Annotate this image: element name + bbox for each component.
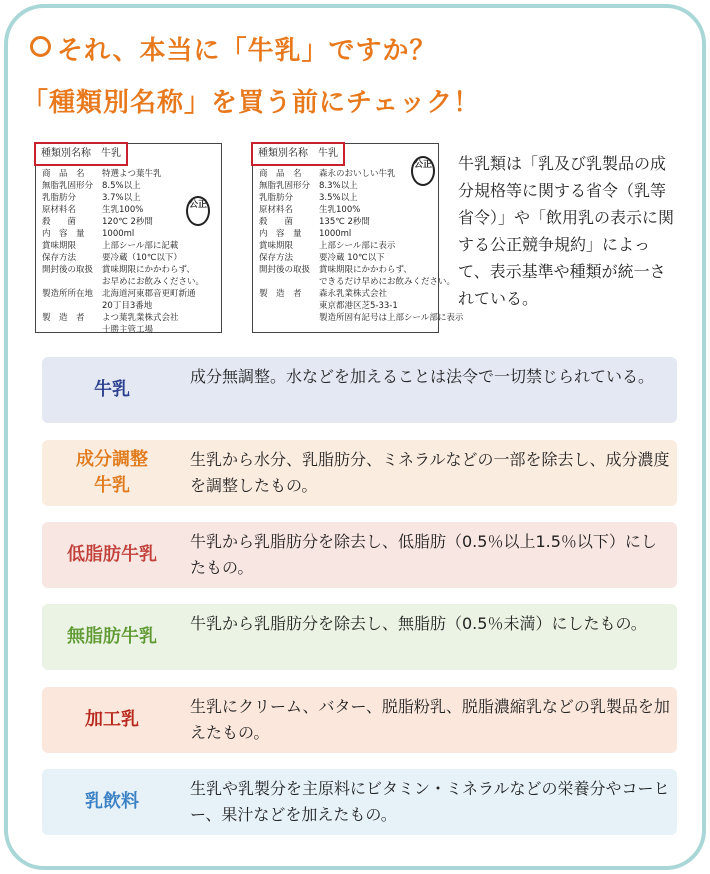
- milk-label-example-right: [252, 143, 464, 333]
- description-text: 牛乳類は「乳及び乳製品の成分規格等に関する省令（乳等省令）」や「飲用乳の表示に関する公正競争規約」によって、表示基準や種類が統一されている。: [458, 154, 675, 308]
- category-description: 牛乳から乳脂肪分を除去し、無脂肪（0.5％未満）にしたもの。: [190, 614, 647, 633]
- category-description: 成分無調整。水などを加えることは法令で一切禁じられている。: [190, 367, 655, 386]
- fair-trade-seal-icon: 公正: [411, 156, 435, 186]
- title-line-1: それ、本当に「牛乳」ですか？: [57, 36, 437, 66]
- label-type-highlight: 種類別名称 牛乳: [251, 142, 345, 166]
- label-row-value: 135℃ 2秒間: [319, 217, 370, 227]
- label-row-key: 殺 菌: [42, 217, 77, 227]
- label-row-value: 要冷蔵 10℃以下: [319, 253, 385, 263]
- label-row-value: 要冷蔵（10℃以下）: [102, 253, 182, 263]
- category-row: [42, 604, 677, 670]
- label-row-key: 乳脂肪分: [259, 193, 294, 203]
- label-row: [259, 180, 434, 192]
- category-name-lines: 成分調整 牛乳: [76, 449, 148, 496]
- category-name: 低脂肪牛乳: [67, 544, 157, 565]
- label-row-value: 賞味期限にかかわらず、: [319, 265, 412, 275]
- category-row: [42, 769, 677, 835]
- category-row: [42, 357, 677, 423]
- milk-label-example-left: [35, 143, 222, 333]
- label-row-key: 製 造 者: [259, 289, 302, 299]
- label-row: [42, 252, 217, 264]
- label-row-value: 賞味期限にかかわらず、: [102, 265, 195, 275]
- label-row: [42, 180, 217, 192]
- label-row: [259, 216, 434, 228]
- page-title: [30, 30, 437, 67]
- label-row: [259, 192, 434, 204]
- category-row: [42, 522, 677, 588]
- label-row: [259, 288, 434, 300]
- label-row: [259, 168, 434, 180]
- label-row-key: 製 造 者: [42, 313, 85, 323]
- label-row-key: 殺 菌: [259, 217, 294, 227]
- label-row-key: 製造所所在地: [42, 289, 94, 299]
- category-name: 無脂肪牛乳: [67, 626, 157, 647]
- circle-bullet-icon: [30, 36, 51, 57]
- category-description: 生乳から水分、乳脂肪分、ミネラルなどの一部を除去し、成分濃度を調整したもの。: [190, 450, 670, 495]
- label-row-key: 賞味期限: [42, 241, 77, 251]
- label-rows: [42, 168, 217, 336]
- label-row-value: 森永乳業株式会社: [319, 289, 388, 299]
- label-row-value: 十勝主管工場: [102, 325, 154, 335]
- label-row: [259, 300, 434, 312]
- label-row-value: 20丁目3番地: [102, 301, 153, 311]
- label-row-value: 生乳100%: [319, 205, 361, 215]
- label-row: [42, 240, 217, 252]
- label-row: [259, 228, 434, 240]
- label-row-key: 内 容 量: [259, 229, 302, 239]
- category-row: [42, 687, 677, 753]
- label-row-key: 原材料名: [259, 205, 294, 215]
- label-row: [42, 300, 217, 312]
- label-row: [42, 168, 217, 180]
- label-row: [259, 276, 456, 288]
- label-row-key: 商 品 名: [42, 169, 85, 179]
- label-rows: [259, 168, 464, 324]
- label-row-key: 原材料名: [42, 205, 77, 215]
- category-row: [42, 440, 677, 506]
- label-row-value: 製造所固有記号は上部シール部に表示: [319, 313, 464, 323]
- label-row-value: 120℃ 2秒間: [102, 217, 153, 227]
- label-row-value: 東京都港区芝5-33-1: [319, 301, 398, 311]
- fair-trade-seal-icon: 公正: [186, 196, 210, 226]
- label-row: [259, 264, 434, 276]
- label-row-value: 3.7%以上: [102, 193, 141, 203]
- category-description: 牛乳から乳脂肪分を除去し、低脂肪（0.5％以上1.5％以下）にしたもの。: [190, 532, 657, 577]
- page-subtitle: 「種類別名称」を買う前にチェック！: [22, 88, 481, 118]
- label-row-key: 商 品 名: [259, 169, 302, 179]
- label-row-value: 上部シール部に記載: [102, 241, 179, 251]
- label-row-key: 開封後の取扱: [259, 265, 311, 275]
- label-row-key: 保存方法: [259, 253, 294, 263]
- label-row-value: 3.5%以上: [319, 193, 358, 203]
- label-row-value: 1000ml: [319, 229, 352, 239]
- label-row-key: 保存方法: [42, 253, 77, 263]
- label-row-key: 無脂乳固形分: [42, 181, 94, 191]
- label-row-value: 1000ml: [102, 229, 135, 239]
- label-row: [42, 276, 217, 288]
- label-row: [259, 204, 434, 216]
- label-row: [259, 240, 434, 252]
- label-row: [42, 228, 217, 240]
- label-row: [42, 324, 217, 336]
- label-row-key: 乳脂肪分: [42, 193, 77, 203]
- label-row-value: 生乳100%: [102, 205, 144, 215]
- category-description: 生乳にクリーム、バター、脱脂粉乳、脱脂濃縮乳などの乳製品を加えたもの。: [190, 697, 670, 742]
- label-row-key: 開封後の取扱: [42, 265, 94, 275]
- label-row-value: 上部シール部に表示: [319, 241, 396, 251]
- label-row: [259, 312, 464, 324]
- label-row: [42, 288, 217, 300]
- label-row-key: 内 容 量: [42, 229, 85, 239]
- category-name: 乳飲料: [85, 791, 139, 812]
- label-row-value: 特選よつ葉牛乳: [102, 169, 162, 179]
- label-row-value: できるだけ早めにお飲みください。: [319, 277, 456, 287]
- label-row-value: 森永のおいしい牛乳: [319, 169, 396, 179]
- label-row: [42, 312, 217, 324]
- category-name: [42, 440, 182, 506]
- label-row-value: 8.3%以上: [319, 181, 358, 191]
- label-row-key: 賞味期限: [259, 241, 294, 251]
- label-type-highlight: 種類別名称 牛乳: [34, 142, 128, 166]
- category-description: 生乳や乳製分を主原料にビタミン・ミネラルなどの栄養分やコーヒー、果汁などを加えたもの。: [190, 779, 670, 824]
- label-row-value: 北海道河東郡音更町新通: [102, 289, 196, 299]
- label-row-value: お早めにお飲みください。: [102, 277, 205, 287]
- label-row: [259, 252, 434, 264]
- category-name: 加工乳: [85, 709, 139, 730]
- label-row: [42, 264, 217, 276]
- label-row-key: 無脂乳固形分: [259, 181, 311, 191]
- label-row-value: よつ葉乳業株式会社: [102, 313, 179, 323]
- category-name: 牛乳: [94, 379, 130, 400]
- label-row-value: 8.5%以上: [102, 181, 141, 191]
